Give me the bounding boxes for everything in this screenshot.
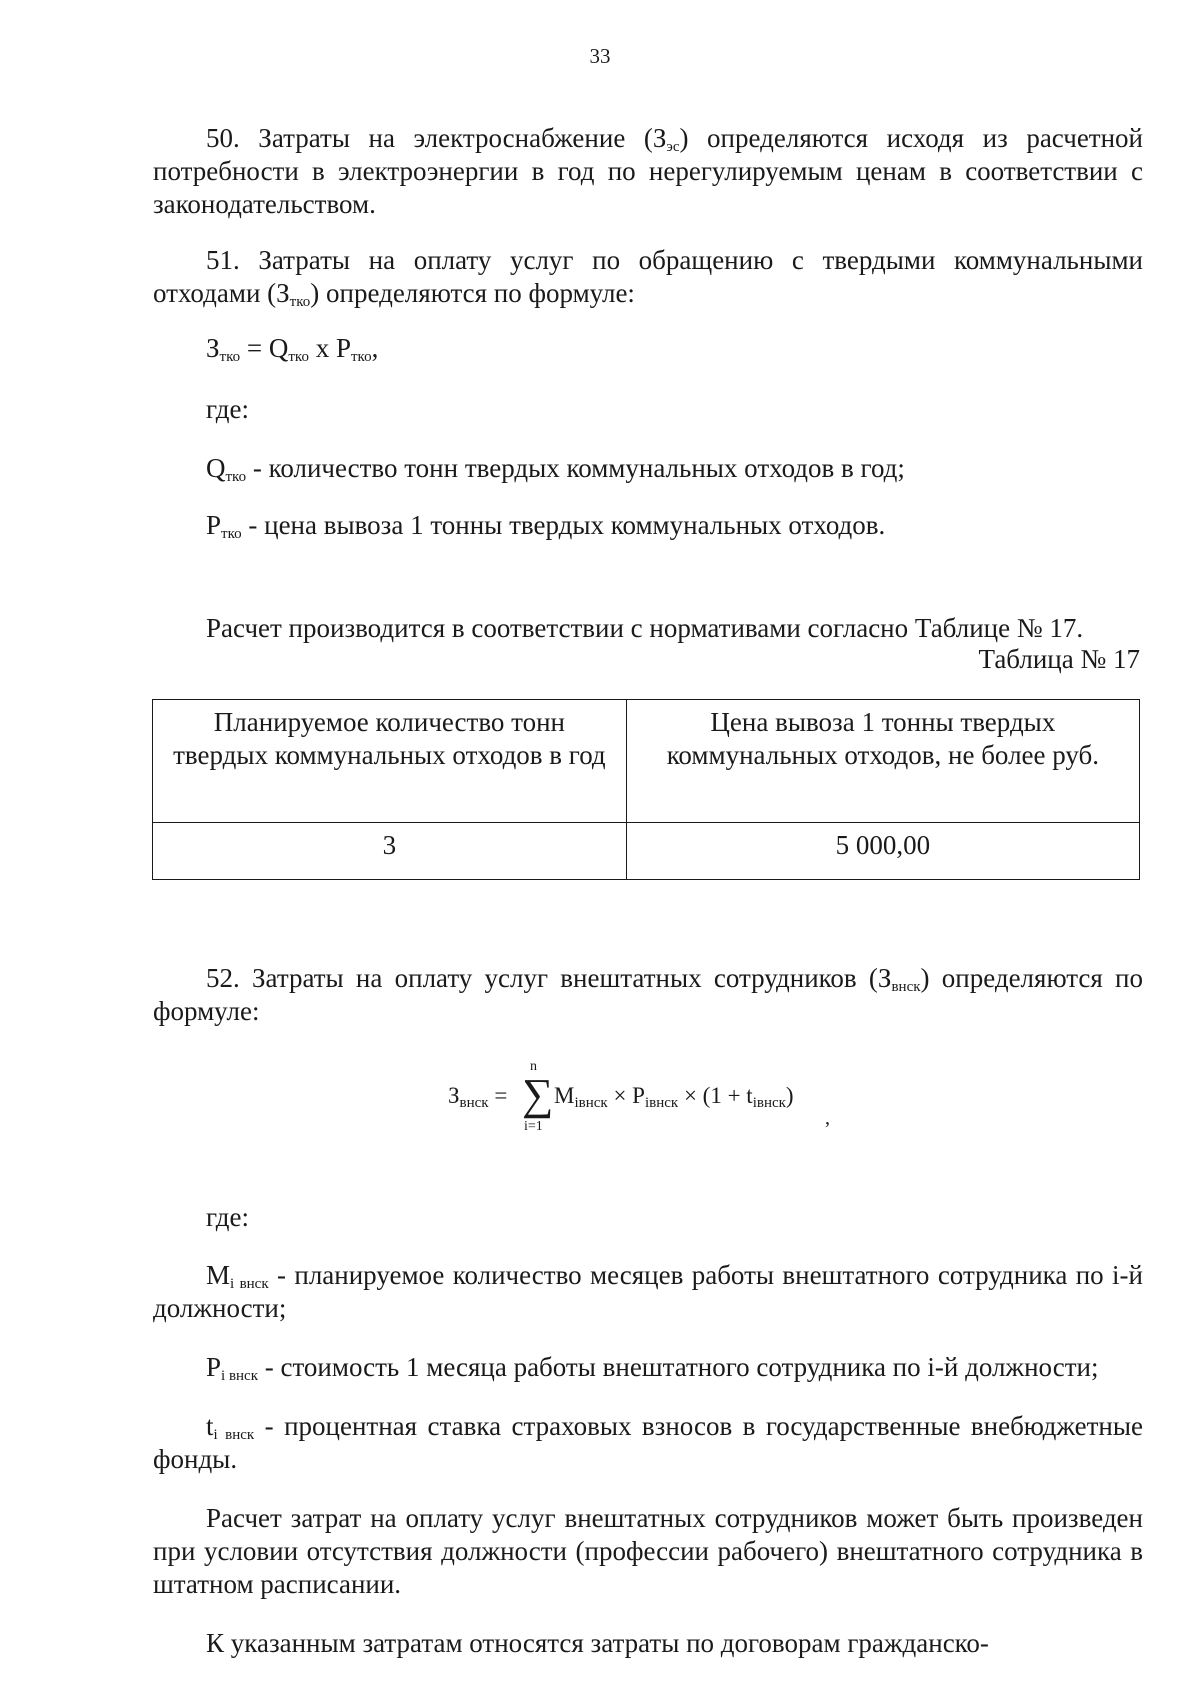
formula2-times-p: × P	[607, 1083, 645, 1108]
formula-tko	[206, 332, 378, 365]
formula2-m-sub: iвнск	[574, 1095, 608, 1111]
formula-p-sub: тко	[350, 349, 372, 365]
formula2-m: M	[554, 1083, 575, 1108]
definition-p	[206, 509, 885, 542]
def-q-symbol: Q	[206, 453, 226, 483]
paragraph-50	[153, 122, 1143, 221]
def-q-sub: тко	[225, 469, 247, 485]
p51-rest: ) определяются по формуле:	[310, 278, 635, 308]
table-17	[152, 699, 1140, 880]
formula2-z-sub: внск	[459, 1095, 489, 1111]
formula2-t-sub: iвнск	[752, 1095, 786, 1111]
formula-z-sub: тко	[219, 349, 241, 365]
formula2-close: )	[785, 1083, 794, 1108]
formula-q-sub: тко	[288, 349, 309, 365]
formula2-eq: =	[488, 1083, 508, 1108]
table-cell: 3	[153, 823, 627, 880]
formula2-z: З	[448, 1083, 460, 1108]
formula2-lhs	[448, 1083, 507, 1109]
last-line: К указанным затратам относятся затраты по договорам гражданско-	[206, 1628, 989, 1658]
where-label-1: где:	[206, 394, 249, 424]
table-header-row	[153, 700, 1140, 823]
p51-text: 51. Затраты на оплату услуг по обращению с твердыми коммунальными отходами (З	[153, 245, 1143, 308]
def-pi-symbol: P	[206, 1352, 222, 1382]
formula-end: ,	[371, 333, 379, 363]
definition-m	[153, 1259, 1143, 1325]
def-pi-text: - стоимость 1 месяца работы внештатного сотрудника по i-й должности;	[258, 1352, 1099, 1382]
formula2-times-paren: × (1 + t	[678, 1083, 753, 1108]
def-t-symbol: t	[206, 1411, 214, 1441]
formula2-comma: ,	[825, 1107, 830, 1129]
sum-upper-limit: n	[530, 1059, 537, 1074]
p51-subscript: тко	[289, 294, 311, 310]
calc-note-2: Расчет затрат на оплату услуг внештатных сотрудников может быть произведен при условии отсутствия должности (профессии рабочего) внештатного сотрудника в штатном расписании.	[153, 1503, 1143, 1599]
paragraph-51	[153, 244, 1143, 310]
table-cell: 5 000,00	[626, 823, 1139, 880]
p52-subscript: внск	[891, 979, 921, 995]
formula-times-p: х P	[308, 333, 351, 363]
p52-rest: ) определяются по формуле:	[153, 963, 1144, 1026]
def-m-sub: i внск	[230, 1276, 269, 1292]
def-m-text: - планируемое количество месяцев работы внештатного сотрудника по i-й должности;	[153, 1260, 1143, 1323]
def-p-sub: тко	[221, 526, 242, 542]
def-p-symbol: P	[206, 510, 222, 540]
p50-subscript: эс	[666, 139, 680, 155]
table-header-cell: Цена вывоза 1 тонны твердых коммунальных отходов, не более руб.	[626, 700, 1139, 823]
definition-t	[153, 1410, 1143, 1476]
paragraph-52	[153, 962, 1143, 1028]
p52-text: 52. Затраты на оплату услуг внештатных сотрудников (З	[206, 963, 892, 993]
table-caption: Таблица № 17	[978, 644, 1140, 674]
sum-sign: ∑	[522, 1070, 554, 1119]
p50-text: 50. Затраты на электроснабжение (З	[206, 123, 667, 153]
def-m-symbol: M	[206, 1260, 231, 1290]
def-pi-sub: i внск	[221, 1368, 259, 1384]
calc-note: Расчет производится в соответствии с нормативами согласно Таблице № 17.	[206, 613, 1084, 643]
formula-z: З	[206, 333, 220, 363]
table-row	[153, 823, 1140, 880]
table-header-cell: Планируемое количество тонн твердых коммунальных отходов в год	[153, 700, 627, 823]
formula2-rhs	[554, 1083, 794, 1109]
definition-q	[206, 452, 905, 485]
formula-eq-q: = Q	[240, 333, 289, 363]
def-q-text: - количество тонн твердых коммунальных отходов в год;	[246, 453, 905, 483]
def-t-sub: i внск	[213, 1427, 255, 1443]
formula2-p-sub: iвнск	[644, 1095, 679, 1111]
where-label-2: где:	[206, 1202, 249, 1232]
page-number: 33	[589, 44, 611, 68]
sum-lower-limit: i=1	[524, 1119, 543, 1134]
p50-rest: ) определяются исходя из расчетной потребности в электроэнергии в год по нерегулируемым ценам в соответствии с законодательством.	[153, 123, 1144, 219]
def-p-text: - цена вывоза 1 тонны твердых коммунальных отходов.	[241, 510, 886, 540]
def-t-text: - процентная ставка страховых взносов в государственные внебюджетные фонды.	[153, 1411, 1144, 1474]
formula-vnsk	[440, 1059, 860, 1165]
definition-pi	[153, 1351, 1143, 1384]
